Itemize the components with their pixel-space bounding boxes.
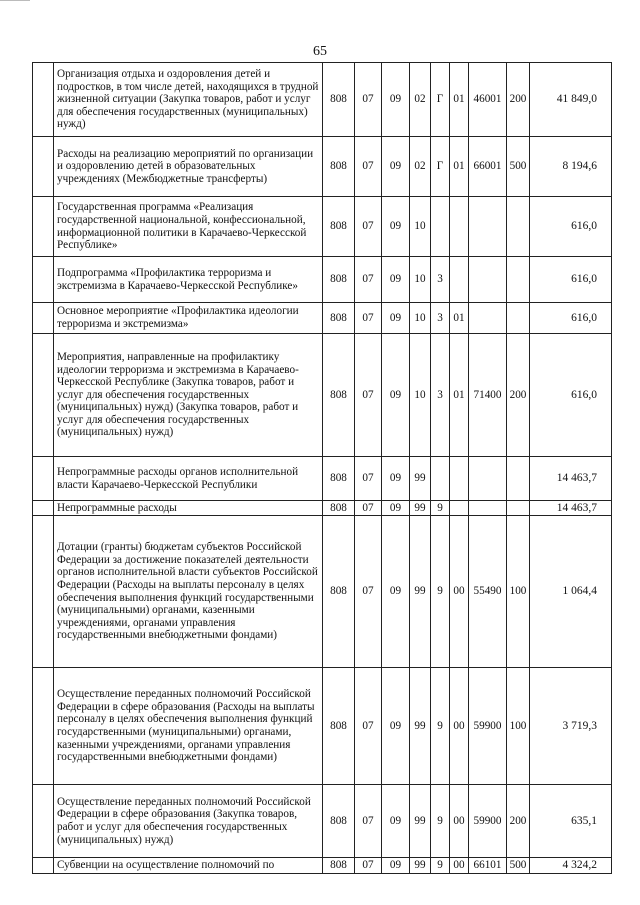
program-code-cell: 02 <box>410 63 431 137</box>
row-number-cell <box>33 197 54 257</box>
event-code-cell <box>450 501 469 516</box>
row-number-cell <box>33 858 54 874</box>
subprogram-code-cell: 9 <box>431 668 450 785</box>
expense-type-cell: 500 <box>507 137 530 197</box>
section-code-cell: 07 <box>355 257 382 303</box>
program-code-cell: 99 <box>410 501 431 516</box>
row-number-cell <box>33 334 54 457</box>
event-code-cell: 01 <box>450 137 469 197</box>
expense-name-cell: Осуществление переданных полномочий Российской Федерации в сфере образования (Расходы на выплаты персоналу в целях обеспечения выполнения функций государственными (муниципальными) органами, казенными учреждениями, органами управления государственными внебюджетными фондами) <box>54 668 323 785</box>
program-code-cell: 99 <box>410 457 431 501</box>
table-row <box>33 303 612 334</box>
section-code-cell: 07 <box>355 334 382 457</box>
expense-type-cell <box>507 501 530 516</box>
expense-name-cell: Подпрограмма «Профилактика терроризма и экстремизма в Карачаево-Черкесской Республике» <box>54 257 323 303</box>
amount-cell: 616,0 <box>530 303 612 334</box>
subsection-code-cell: 09 <box>382 63 410 137</box>
section-code-cell: 07 <box>355 63 382 137</box>
subprogram-code-cell: 9 <box>431 516 450 668</box>
departure-code-cell: 808 <box>323 334 355 457</box>
event-code-cell: 00 <box>450 668 469 785</box>
row-number-cell <box>33 785 54 858</box>
subprogram-code-cell: 3 <box>431 257 450 303</box>
amount-cell: 3 719,3 <box>530 668 612 785</box>
event-code-cell <box>450 457 469 501</box>
program-code-cell: 99 <box>410 785 431 858</box>
row-number-cell <box>33 516 54 668</box>
section-code-cell: 07 <box>355 516 382 668</box>
departure-code-cell: 808 <box>323 858 355 874</box>
section-code-cell: 07 <box>355 668 382 785</box>
direction-code-cell: 55490 <box>469 516 507 668</box>
amount-cell: 14 463,7 <box>530 457 612 501</box>
event-code-cell: 01 <box>450 63 469 137</box>
subsection-code-cell: 09 <box>382 457 410 501</box>
subprogram-code-cell: 3 <box>431 303 450 334</box>
subsection-code-cell: 09 <box>382 858 410 874</box>
subsection-code-cell: 09 <box>382 137 410 197</box>
program-code-cell: 99 <box>410 858 431 874</box>
expense-type-cell <box>507 303 530 334</box>
section-code-cell: 07 <box>355 303 382 334</box>
expense-name-cell: Непрограммные расходы органов исполнительной власти Карачаево-Черкесской Республики <box>54 457 323 501</box>
expense-name-cell: Осуществление переданных полномочий Российской Федерации в сфере образования (Закупка товаров, работ и услуг для обеспечения государственных (муниципальных) нужд) <box>54 785 323 858</box>
event-code-cell <box>450 197 469 257</box>
program-code-cell: 10 <box>410 197 431 257</box>
expense-name-cell: Государственная программа «Реализация государственной национальной, конфессиональной, информационной политики в Карачаево-Черкесской Республике» <box>54 197 323 257</box>
departure-code-cell: 808 <box>323 63 355 137</box>
expense-type-cell: 200 <box>507 334 530 457</box>
expense-name-cell: Мероприятия, направленные на профилактику идеологии терроризма и экстремизма в Карачаево-Черкесской Республике (Закупка товаров, работ и услуг для обеспечения государственных (муниципальных) нужд) (Закупка товаров, работ и услуг для обеспечения государственных (муниципальных) нужд) <box>54 334 323 457</box>
table-row <box>33 858 612 874</box>
departure-code-cell: 808 <box>323 303 355 334</box>
departure-code-cell: 808 <box>323 501 355 516</box>
subprogram-code-cell: Г <box>431 63 450 137</box>
amount-cell: 8 194,6 <box>530 137 612 197</box>
row-number-cell <box>33 668 54 785</box>
event-code-cell: 00 <box>450 785 469 858</box>
direction-code-cell <box>469 501 507 516</box>
row-number-cell <box>33 303 54 334</box>
event-code-cell: 01 <box>450 334 469 457</box>
table-row <box>33 668 612 785</box>
amount-cell: 616,0 <box>530 334 612 457</box>
expense-name-cell: Основное мероприятие «Профилактика идеологии терроризма и экстремизма» <box>54 303 323 334</box>
row-number-cell <box>33 501 54 516</box>
amount-cell: 41 849,0 <box>530 63 612 137</box>
table-row <box>33 63 612 137</box>
departure-code-cell: 808 <box>323 516 355 668</box>
section-code-cell: 07 <box>355 197 382 257</box>
section-code-cell: 07 <box>355 137 382 197</box>
table-row <box>33 257 612 303</box>
expense-type-cell <box>507 257 530 303</box>
departure-code-cell: 808 <box>323 457 355 501</box>
program-code-cell: 02 <box>410 137 431 197</box>
program-code-cell: 10 <box>410 257 431 303</box>
subsection-code-cell: 09 <box>382 303 410 334</box>
departure-code-cell: 808 <box>323 137 355 197</box>
subprogram-code-cell: 9 <box>431 858 450 874</box>
amount-cell: 14 463,7 <box>530 501 612 516</box>
program-code-cell: 10 <box>410 303 431 334</box>
direction-code-cell: 66101 <box>469 858 507 874</box>
amount-cell: 616,0 <box>530 197 612 257</box>
direction-code-cell: 71400 <box>469 334 507 457</box>
subprogram-code-cell: 9 <box>431 785 450 858</box>
expense-name-cell: Непрограммные расходы <box>54 501 323 516</box>
departure-code-cell: 808 <box>323 785 355 858</box>
table-row <box>33 334 612 457</box>
scan-corner-mark <box>0 0 30 4</box>
subprogram-code-cell <box>431 197 450 257</box>
direction-code-cell: 46001 <box>469 63 507 137</box>
expense-type-cell: 500 <box>507 858 530 874</box>
row-number-cell <box>33 257 54 303</box>
departure-code-cell: 808 <box>323 668 355 785</box>
event-code-cell: 01 <box>450 303 469 334</box>
row-number-cell <box>33 137 54 197</box>
direction-code-cell <box>469 257 507 303</box>
program-code-cell: 99 <box>410 668 431 785</box>
direction-code-cell: 66001 <box>469 137 507 197</box>
expense-type-cell <box>507 457 530 501</box>
table-row <box>33 501 612 516</box>
subprogram-code-cell <box>431 457 450 501</box>
direction-code-cell: 59900 <box>469 668 507 785</box>
budget-table <box>32 62 612 874</box>
expense-type-cell: 200 <box>507 785 530 858</box>
expense-name-cell: Расходы на реализацию мероприятий по организации и оздоровлению детей в образовательных учреждениях (Межбюджетные трансферты) <box>54 137 323 197</box>
program-code-cell: 99 <box>410 516 431 668</box>
amount-cell: 635,1 <box>530 785 612 858</box>
row-number-cell <box>33 63 54 137</box>
table-row <box>33 457 612 501</box>
program-code-cell: 10 <box>410 334 431 457</box>
expense-name-cell: Дотации (гранты) бюджетам субъектов Российской Федерации за достижение показателей деятельности органов исполнительной власти субъектов Российской Федерации (Расходы на выплаты персоналу в целях обеспечения выполнения функций государственными (муниципальными) органами, казенными учреждениями, органами управления государственными внебюджетными фондами) <box>54 516 323 668</box>
event-code-cell: 00 <box>450 516 469 668</box>
subsection-code-cell: 09 <box>382 785 410 858</box>
direction-code-cell <box>469 303 507 334</box>
direction-code-cell: 59900 <box>469 785 507 858</box>
table-row <box>33 137 612 197</box>
direction-code-cell <box>469 197 507 257</box>
event-code-cell: 00 <box>450 858 469 874</box>
subsection-code-cell: 09 <box>382 501 410 516</box>
subsection-code-cell: 09 <box>382 334 410 457</box>
event-code-cell <box>450 257 469 303</box>
row-number-cell <box>33 457 54 501</box>
subsection-code-cell: 09 <box>382 516 410 668</box>
subsection-code-cell: 09 <box>382 668 410 785</box>
section-code-cell: 07 <box>355 858 382 874</box>
departure-code-cell: 808 <box>323 197 355 257</box>
subprogram-code-cell: Г <box>431 137 450 197</box>
subprogram-code-cell: 9 <box>431 501 450 516</box>
section-code-cell: 07 <box>355 457 382 501</box>
page-number: 65 <box>313 44 327 59</box>
section-code-cell: 07 <box>355 501 382 516</box>
expense-type-cell: 100 <box>507 668 530 785</box>
expense-name-cell: Организация отдыха и оздоровления детей и подростков, в том числе детей, находящихся в трудной жизненной ситуации (Закупка товаров, работ и услуг для обеспечения государственных (муниципальных) нужд) <box>54 63 323 137</box>
amount-cell: 4 324,2 <box>530 858 612 874</box>
amount-cell: 616,0 <box>530 257 612 303</box>
table-row <box>33 785 612 858</box>
table-row <box>33 516 612 668</box>
subsection-code-cell: 09 <box>382 197 410 257</box>
subprogram-code-cell: 3 <box>431 334 450 457</box>
table-row <box>33 197 612 257</box>
departure-code-cell: 808 <box>323 257 355 303</box>
section-code-cell: 07 <box>355 785 382 858</box>
expense-type-cell: 100 <box>507 516 530 668</box>
expense-name-cell: Субвенции на осуществление полномочий по <box>54 858 323 874</box>
amount-cell: 1 064,4 <box>530 516 612 668</box>
subsection-code-cell: 09 <box>382 257 410 303</box>
direction-code-cell <box>469 457 507 501</box>
expense-type-cell <box>507 197 530 257</box>
expense-type-cell: 200 <box>507 63 530 137</box>
